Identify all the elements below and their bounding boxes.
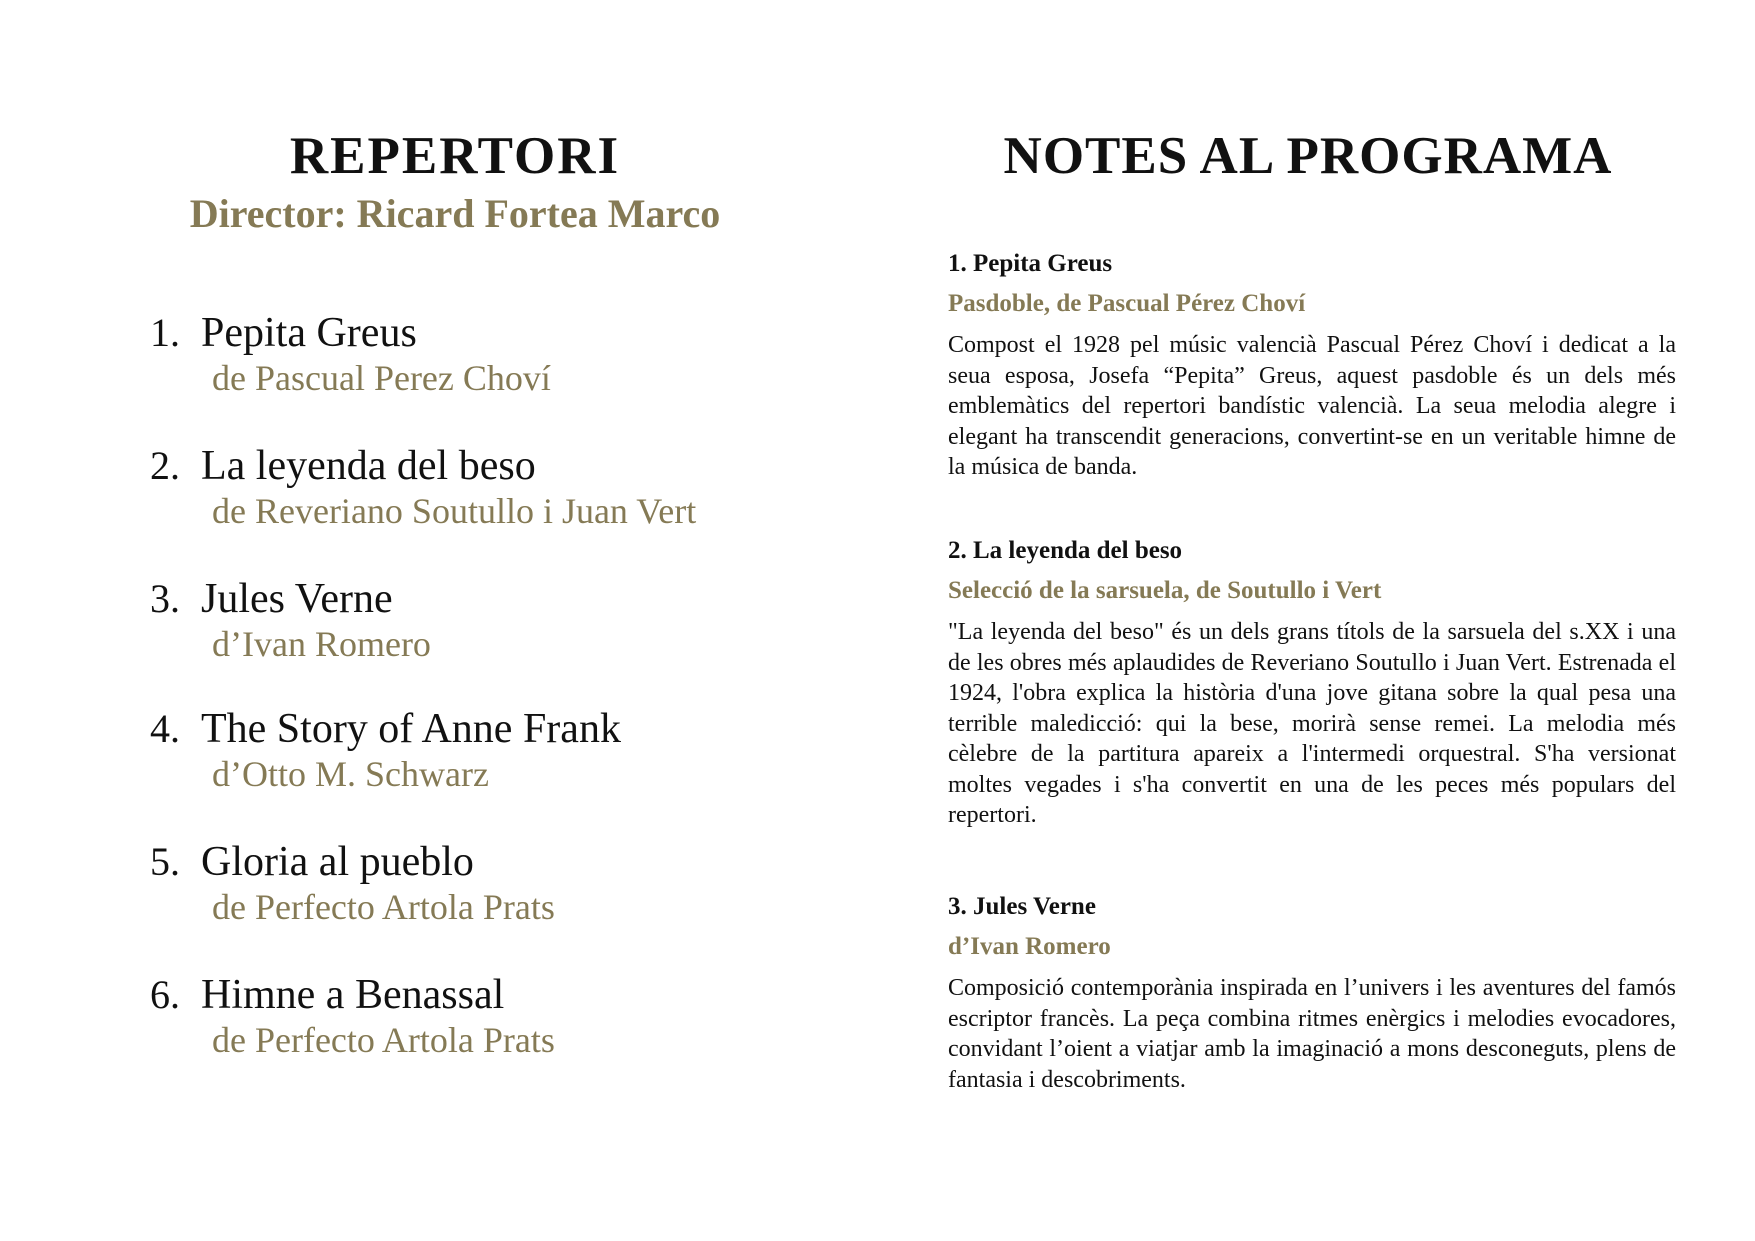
director-line: Director: Ricard Fortea Marco: [189, 191, 721, 236]
item-number: 1.: [150, 310, 180, 355]
item-number: 6.: [150, 972, 180, 1017]
composer-line: de Perfecto Artola Prats: [212, 1020, 555, 1060]
notes-title: NOTES AL PROGRAMA: [1003, 127, 1613, 185]
note-title: 3. Jules Verne: [948, 893, 1096, 920]
piece-title: Himne a Benassal: [201, 972, 505, 1018]
composer-line: d’Otto M. Schwarz: [212, 754, 489, 794]
note-subtitle: d’Ivan Romero: [948, 933, 1111, 960]
piece-title: The Story of Anne Frank: [201, 706, 621, 752]
note-subtitle: Selecció de la sarsuela, de Soutullo i Vert: [948, 577, 1382, 604]
note-text: "La leyenda del beso" és un dels grans títols de la sarsuela del s.XX i una de les obres més aplaudides de Reveriano Soutullo i Juan Vert. Estrenada el 1924, l'obra explica la història d'una jove gitana sobre la qual pesa una terrible maledicció: qui la bese, morirà sense remei. La melodia més cèlebre de la partitura apareix a l'intermedi orquestral. S'ha versionat moltes vegades i s'ha convertit en una de les peces més populars del repertori.: [948, 619, 1676, 828]
composer-line: d’Ivan Romero: [212, 624, 431, 664]
piece-title: Jules Verne: [201, 576, 393, 622]
item-number: 4.: [150, 706, 180, 751]
composer-line: de Pascual Perez Choví: [212, 358, 551, 398]
item-number: 2.: [150, 443, 180, 488]
program-note: [948, 537, 1676, 831]
piece-title: Pepita Greus: [201, 310, 417, 356]
program-note: [948, 250, 1676, 483]
piece-title: Gloria al pueblo: [201, 839, 474, 885]
note-subtitle: Pasdoble, de Pascual Pérez Choví: [948, 290, 1306, 317]
note-title: 1. Pepita Greus: [948, 250, 1113, 277]
composer-line: de Reveriano Soutullo i Juan Vert: [212, 491, 697, 531]
program-note: [948, 893, 1676, 1095]
composer-line: de Perfecto Artola Prats: [212, 887, 555, 927]
item-number: 3.: [150, 576, 180, 621]
note-text: Composició contemporània inspirada en l’univers i les aventures del famós escriptor francès. La peça combina ritmes enèrgics i melodies evocadores, convidant l’oient a viatjar amb la imaginació a mons desconeguts, plens de fantasia i descobriments.: [948, 975, 1676, 1093]
item-number: 5.: [150, 839, 180, 884]
piece-title: La leyenda del beso: [201, 443, 536, 489]
repertori-title: REPERTORI: [289, 127, 621, 185]
note-text: Compost el 1928 pel músic valencià Pascual Pérez Choví i dedicat a la seua esposa, Josefa “Pepita” Greus, aquest pasdoble és un dels més emblemàtics del repertori bandístic valencià. La seua melodia alegre i elegant ha transcendit generacions, convertint-se en un veritable himne de la música de banda.: [948, 332, 1676, 480]
note-title: 2. La leyenda del beso: [948, 537, 1183, 564]
